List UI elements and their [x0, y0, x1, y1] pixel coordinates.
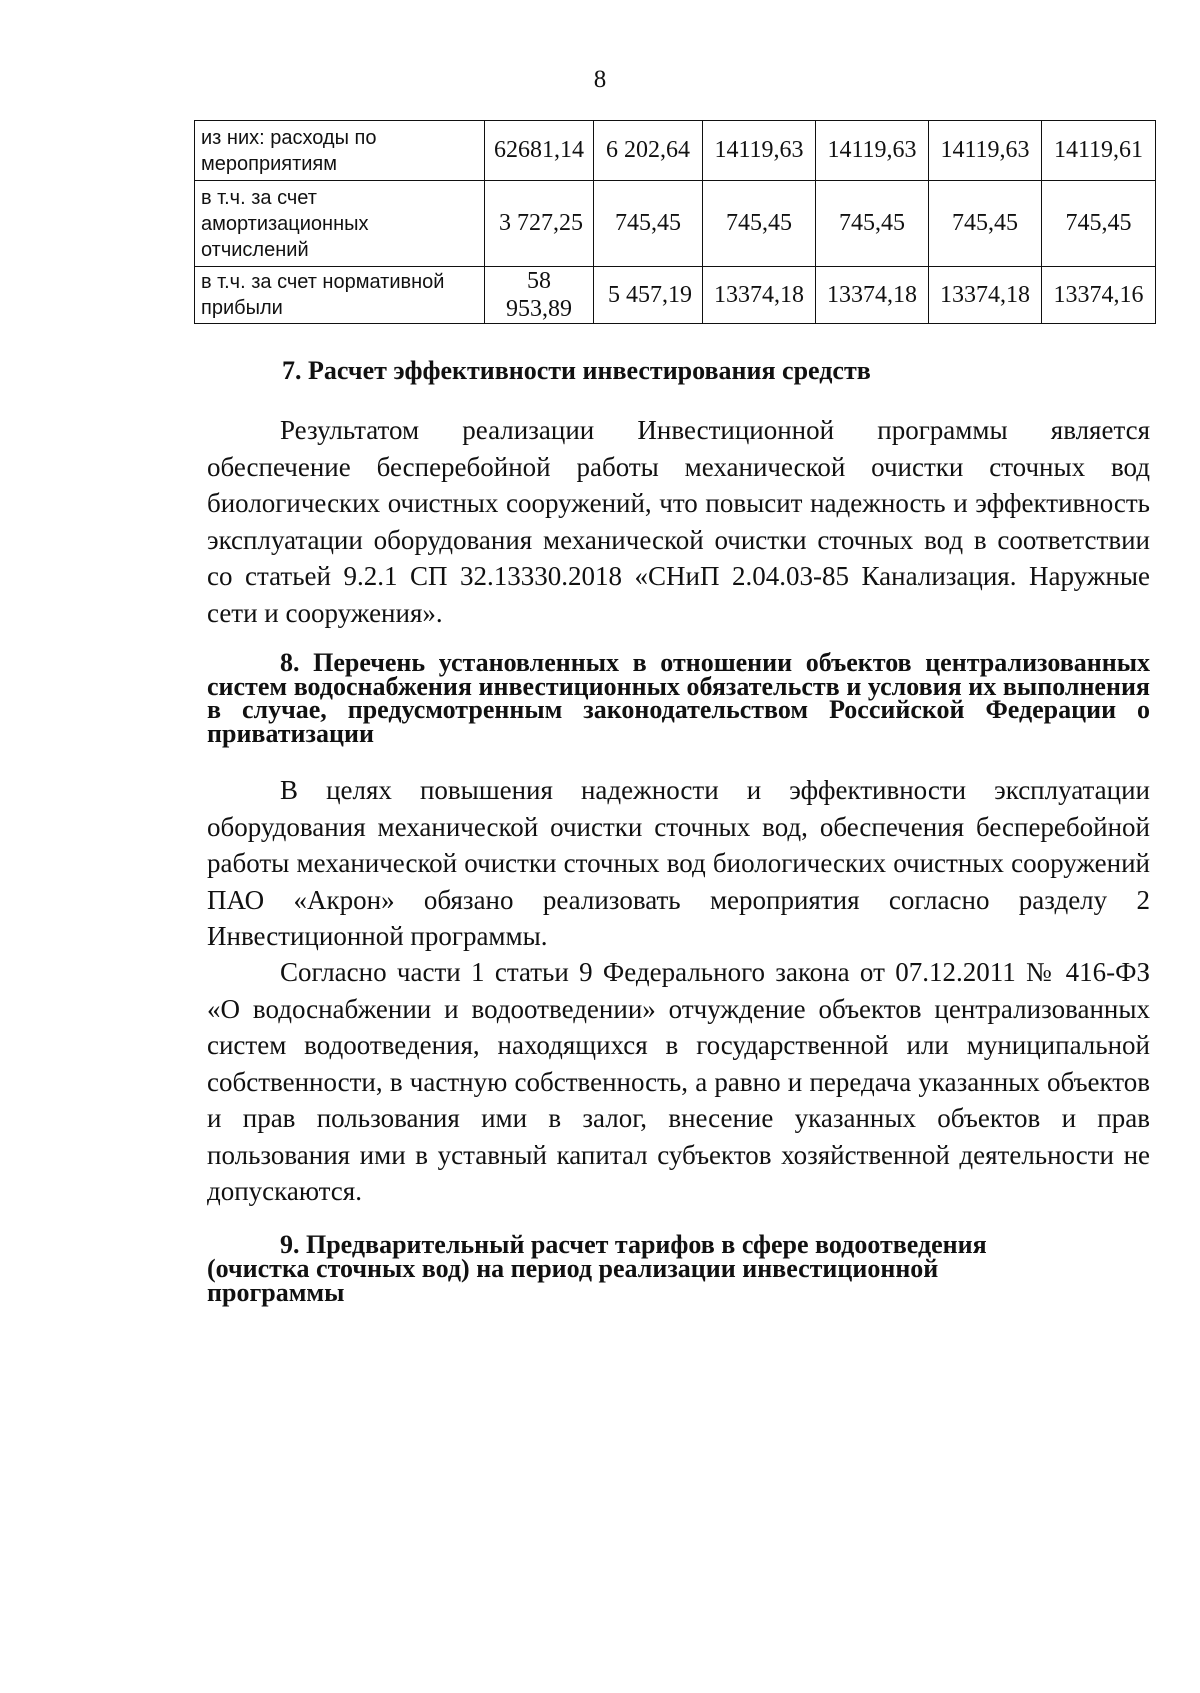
table-cell: 5 457,19 [594, 267, 703, 324]
section-7-paragraph: Результатом реализации Инвестиционной программы является обеспечение бесперебойной работы механической очистки сточных вод биологических очистных сооружений, что повысит надежность и эффективность эксплуатации оборудования механической очистки сточных вод в соответствии со статьей 9.2.1 СП 32.13330.2018 «СНиП 2.04.03-85 Канализация. Наружные сети и сооружения». [207, 415, 1150, 628]
table-cell: 745,45 [1042, 181, 1156, 267]
table-cell: 14119,63 [929, 121, 1042, 181]
table-cell: 745,45 [703, 181, 816, 267]
row-label: в т.ч. за счет нормативной прибыли [195, 267, 485, 324]
row-label: в т.ч. за счет амортизационных отчислений [195, 181, 485, 267]
table-cell: 745,45 [816, 181, 929, 267]
section-7-heading: 7. Расчет эффективности инвестирования средств [282, 356, 871, 385]
table-cell: 13374,16 [1042, 267, 1156, 324]
section-8-heading: 8. Перечень установленных в отношении объектов централизованных систем водоснабжения инвестиционных обязательств и условия их выполнения в случае, предусмотренным законодательством Российской Федерации о приватизации [207, 648, 1150, 748]
row-label: из них: расходы по мероприятиям [195, 121, 485, 181]
table-cell: 3 727,25 [485, 181, 594, 267]
section-9-heading: 9. Предварительный расчет тарифов в сфере водоотведения (очистка сточных вод) на период реализации инвестиционной программы [207, 1230, 987, 1307]
table-cell: 14119,63 [703, 121, 816, 181]
section-8-paragraph-2: Согласно части 1 статьи 9 Федерального закона от 07.12.2011 № 416-ФЗ «О водоснабжении и водоотведении» отчуждение объектов централизованных систем водоотведения, находящихся в государственной или муниципальной собственности, в частную собственность, а равно и передача указанных объектов и прав пользования ими в залог, внесение указанных объектов и прав пользования ими в уставный капитал субъектов хозяйственной деятельности не допускаются. [207, 957, 1150, 1206]
table-cell: 745,45 [594, 181, 703, 267]
table-row [195, 181, 1156, 267]
table-row [195, 121, 1156, 181]
table-cell: 13374,18 [816, 267, 929, 324]
section-8-paragraph-1: В целях повышения надежности и эффективности эксплуатации оборудования механической очистки сточных вод, обеспечения бесперебойной работы механической очистки сточных вод биологических очистных сооружений ПАО «Акрон» обязано реализовать мероприятия согласно разделу 2 Инвестиционной программы. [207, 775, 1150, 951]
table-cell: 58 953,89 [485, 267, 594, 324]
table-cell: 14119,61 [1042, 121, 1156, 181]
table-cell: 13374,18 [703, 267, 816, 324]
table-cell: 6 202,64 [594, 121, 703, 181]
table-cell: 62681,14 [485, 121, 594, 181]
table-cell: 13374,18 [929, 267, 1042, 324]
financing-table [194, 120, 1156, 324]
table-cell: 14119,63 [816, 121, 929, 181]
page-number: 8 [593, 66, 607, 93]
table-cell: 745,45 [929, 181, 1042, 267]
table-row [195, 267, 1156, 324]
